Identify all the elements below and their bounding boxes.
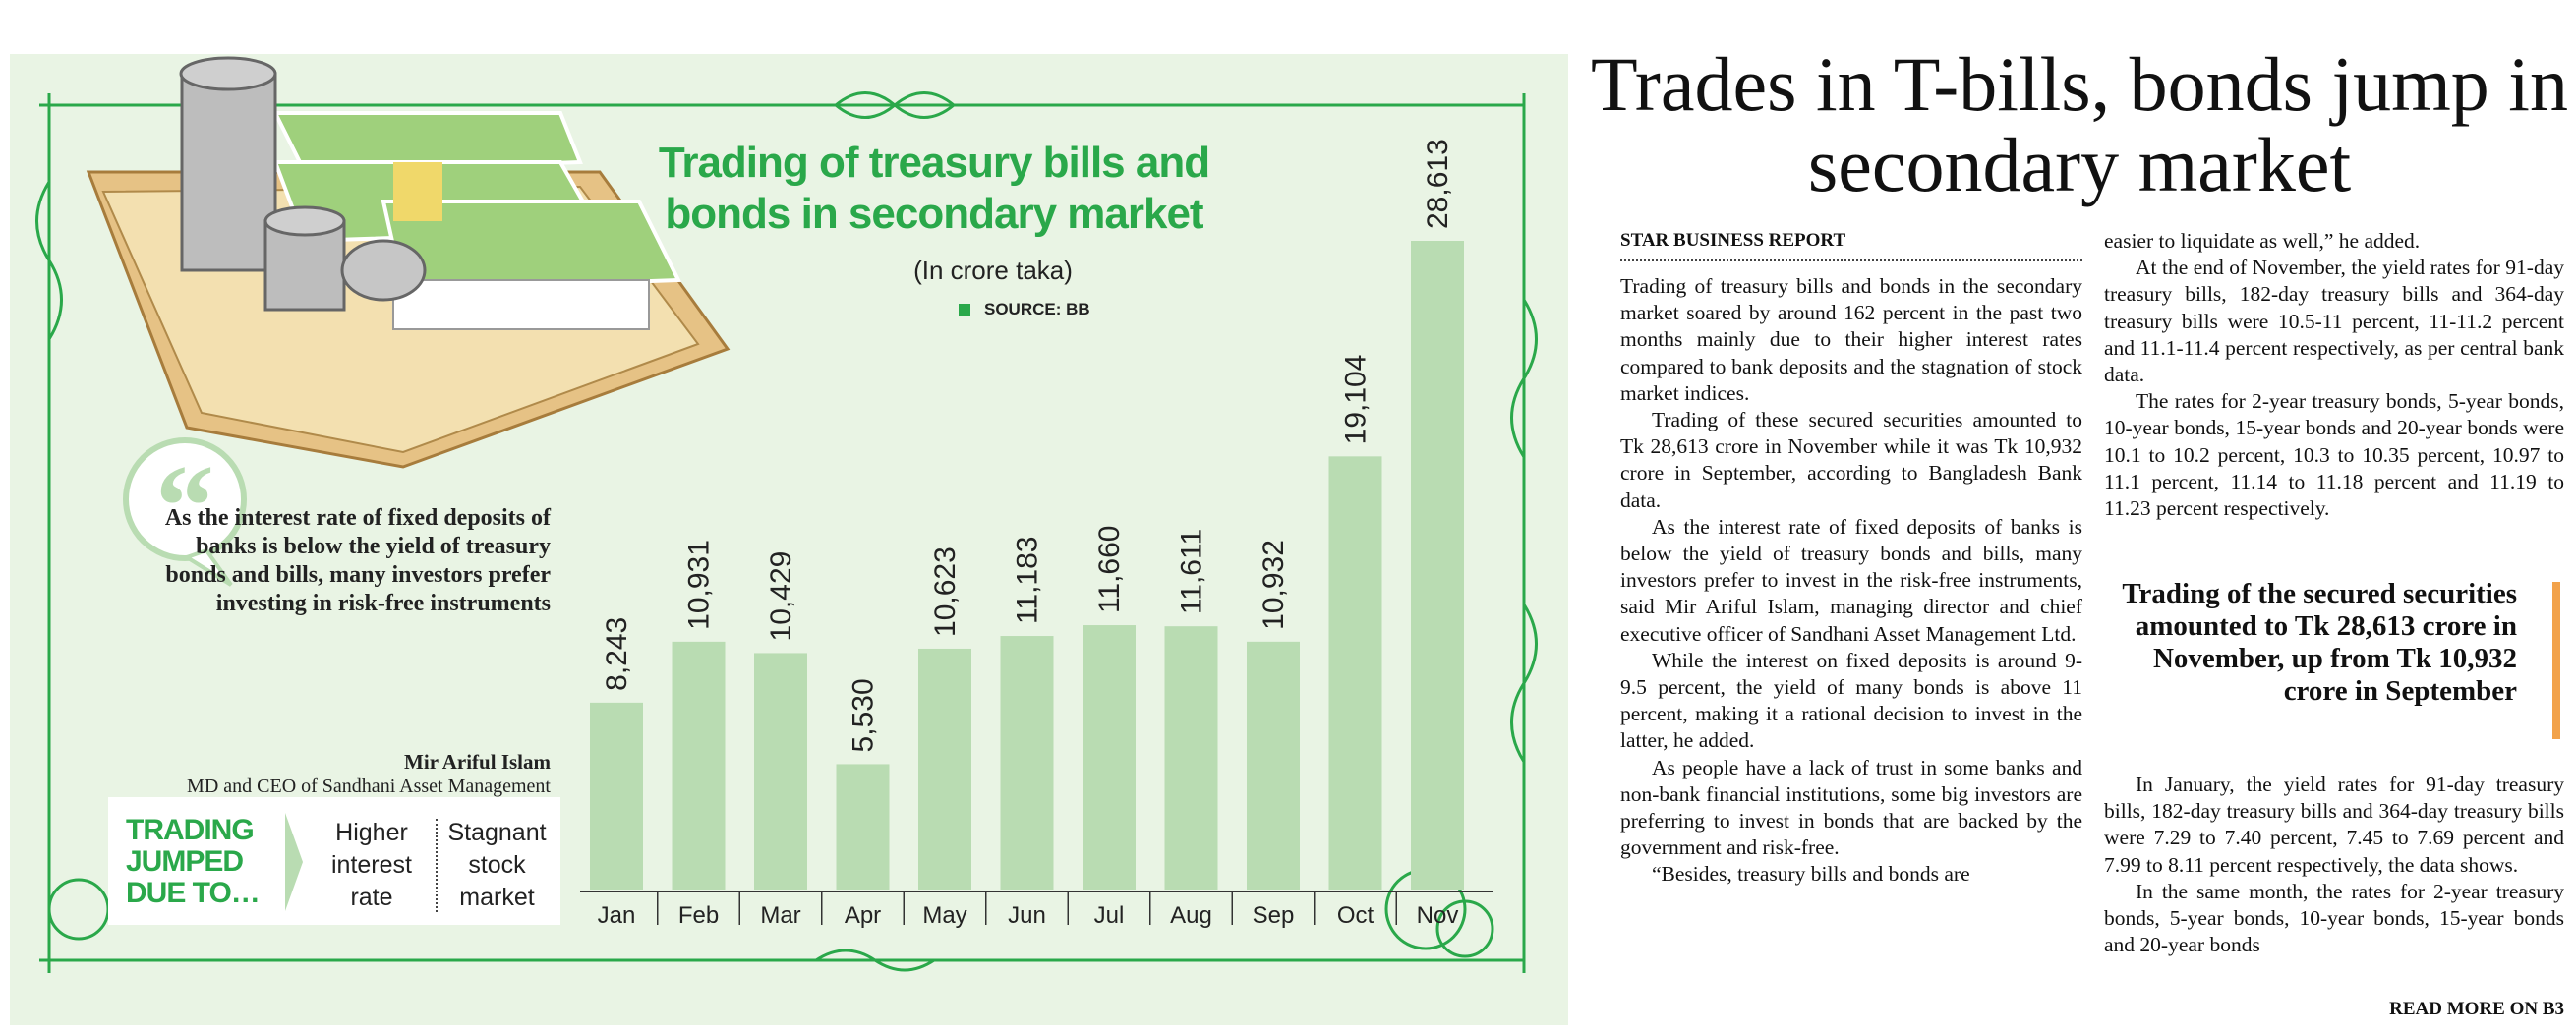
x-tick-label: Jan [597,902,636,929]
x-tick-label: Apr [844,902,882,929]
article-column-3 [2104,772,2564,958]
coin-stack-icon [182,74,275,270]
quote-name: Mir Ariful Islam [404,750,551,774]
bar-feb [673,642,726,890]
x-tick-label: Sep [1252,902,1295,929]
x-tick-label: Jun [1008,902,1046,929]
paragraph: The rates for 2-year treasury bonds, 5-year bonds, 10-year bonds, 15-year bonds and 20-year bonds were 10.1 to 10.2 percent, 10.3 to 10.35 percent, 10.97 to 11.1 percent, 11.14 to 11.18 percent and 11.19 to 11.23 percent respectively. [2104,389,2564,521]
headline: Trades in T-bills, bonds jump in secondary market [1591,41,2568,207]
quote-mark-icon: “ [155,440,214,571]
bar-apr [837,764,890,890]
infographic [10,54,1568,1025]
bar-sep [1247,642,1300,890]
bar-jul [1083,625,1136,890]
chart-source [959,300,1090,319]
bar-aug [1165,626,1218,890]
bar-value-label: 28,613 [1422,139,1454,229]
chart-tick-labels [598,902,1459,929]
x-tick-label: Aug [1170,902,1212,929]
paragraph: As people have a lack of trust in some banks and non-bank financial institutions, some big investors are preferring to invest in bonds that are backed by the government and risk-free. [1620,755,2082,860]
x-tick-label: Mar [760,902,801,929]
article-column-1 [1620,228,2082,889]
bar-value-label: 10,623 [929,546,962,637]
x-tick-label: Feb [677,902,720,929]
chart-source-label: SOURCE: BB [984,300,1090,318]
reasons-arrow-icon [285,813,303,911]
bar-oct [1329,456,1382,890]
bar-value-label: 11,660 [1093,525,1126,614]
article-column-2 [2104,228,2564,522]
bar-value-label: 10,429 [765,550,797,642]
paragraph: While the interest on fixed deposits is around 9-9.5 percent, the yield of many bonds is above 11 percent, making it a rational decision to invest in the latter, he added. [1620,648,2082,753]
x-tick-label: Jul [1093,902,1125,929]
reasons-box [108,797,560,925]
paragraph: In the same month, the rates for 2-year treasury bonds, 5-year bonds, 10-year bonds, 15-year bonds and 20-year bonds [2104,879,2564,957]
bar-value-label: 11,183 [1011,536,1044,625]
bar-jan [590,703,643,890]
chart-title: Trading of treasury bills and bonds in secondary market [658,139,1210,238]
bar-value-label: 10,932 [1258,540,1290,630]
bar-value-label: 10,931 [682,540,716,630]
bar-value-label: 8,243 [601,616,633,691]
read-more-link[interactable]: READ MORE ON B3 [2389,999,2564,1019]
paragraph: As the interest rate of fixed deposits of banks is below the yield of treasury bonds and bills, many investors prefer to invest in the risk-free instruments, said Mir Ariful Islam, managing director and chief executive officer of Sandhani Asset Management Ltd. [1620,514,2082,646]
paragraph: “Besides, treasury bills and bonds are [1652,862,1970,887]
bar-nov [1411,241,1464,890]
reason-stagnant-market: Stagnant stock market [447,819,547,911]
paragraph: At the end of November, the yield rates for 91-day treasury bills, 182-day treasury bills and 364-day treasury bills were 10.5-11 percent, 11-11.2 percent and 11.1-11.4 percent respectively, as per central bank data. [2104,256,2564,387]
paragraph: Trading of these secured securities amounted to Tk 28,613 crore in November while it was Tk 10,932 crore in September, according to Bangladesh Bank data. [1620,408,2082,512]
paragraph: easier to liquidate as well,” he added. [2104,229,2421,253]
pull-quote: Trading of the secured securities amounted to Tk 28,613 crore in November, up from Tk 10,932 crore in September [2122,578,2517,707]
bar-may [918,649,971,890]
x-tick-label: May [922,902,967,929]
bar-value-label: 5,530 [847,678,880,753]
legend-square-icon [959,304,970,316]
x-tick-label: Nov [1416,902,1459,929]
quote-text: As the interest rate of fixed deposits of banks is below the yield of treasury bonds and bills, many investors prefer investing in risk-free instruments [164,505,551,616]
bar-value-label: 11,611 [1175,528,1208,615]
paragraph: In January, the yield rates for 91-day treasury bills, 182-day treasury bills and 364-day treasury bills were 7.29 to 7.40 percent, 7.45 to 7.69 percent and 7.99 to 8.11 percent respectively, the data shows. [2104,773,2564,877]
reason-higher-interest: Higher interest rate [331,819,412,911]
quote-role: MD and CEO of Sandhani Asset Management [187,776,551,797]
money-illustration [88,58,728,467]
bar-value-label: 19,104 [1339,354,1373,445]
bar-mar [754,653,807,890]
reasons-divider [436,819,438,912]
byline: STAR BUSINESS REPORT [1620,228,2082,261]
x-tick-label: Oct [1336,902,1375,929]
paragraph: Trading of treasury bills and bonds in the secondary market soared by around 162 percent in the past two months mainly due to their higher interest rates compared to bank deposits and the stagnation of stock market indices. [1620,274,2082,405]
reasons-lead: TRADING JUMPED DUE TO… [126,814,260,909]
bar-jun [1001,636,1054,890]
chart-subtitle: (In crore taka) [913,256,1073,285]
pull-quote-bar [2552,582,2560,739]
